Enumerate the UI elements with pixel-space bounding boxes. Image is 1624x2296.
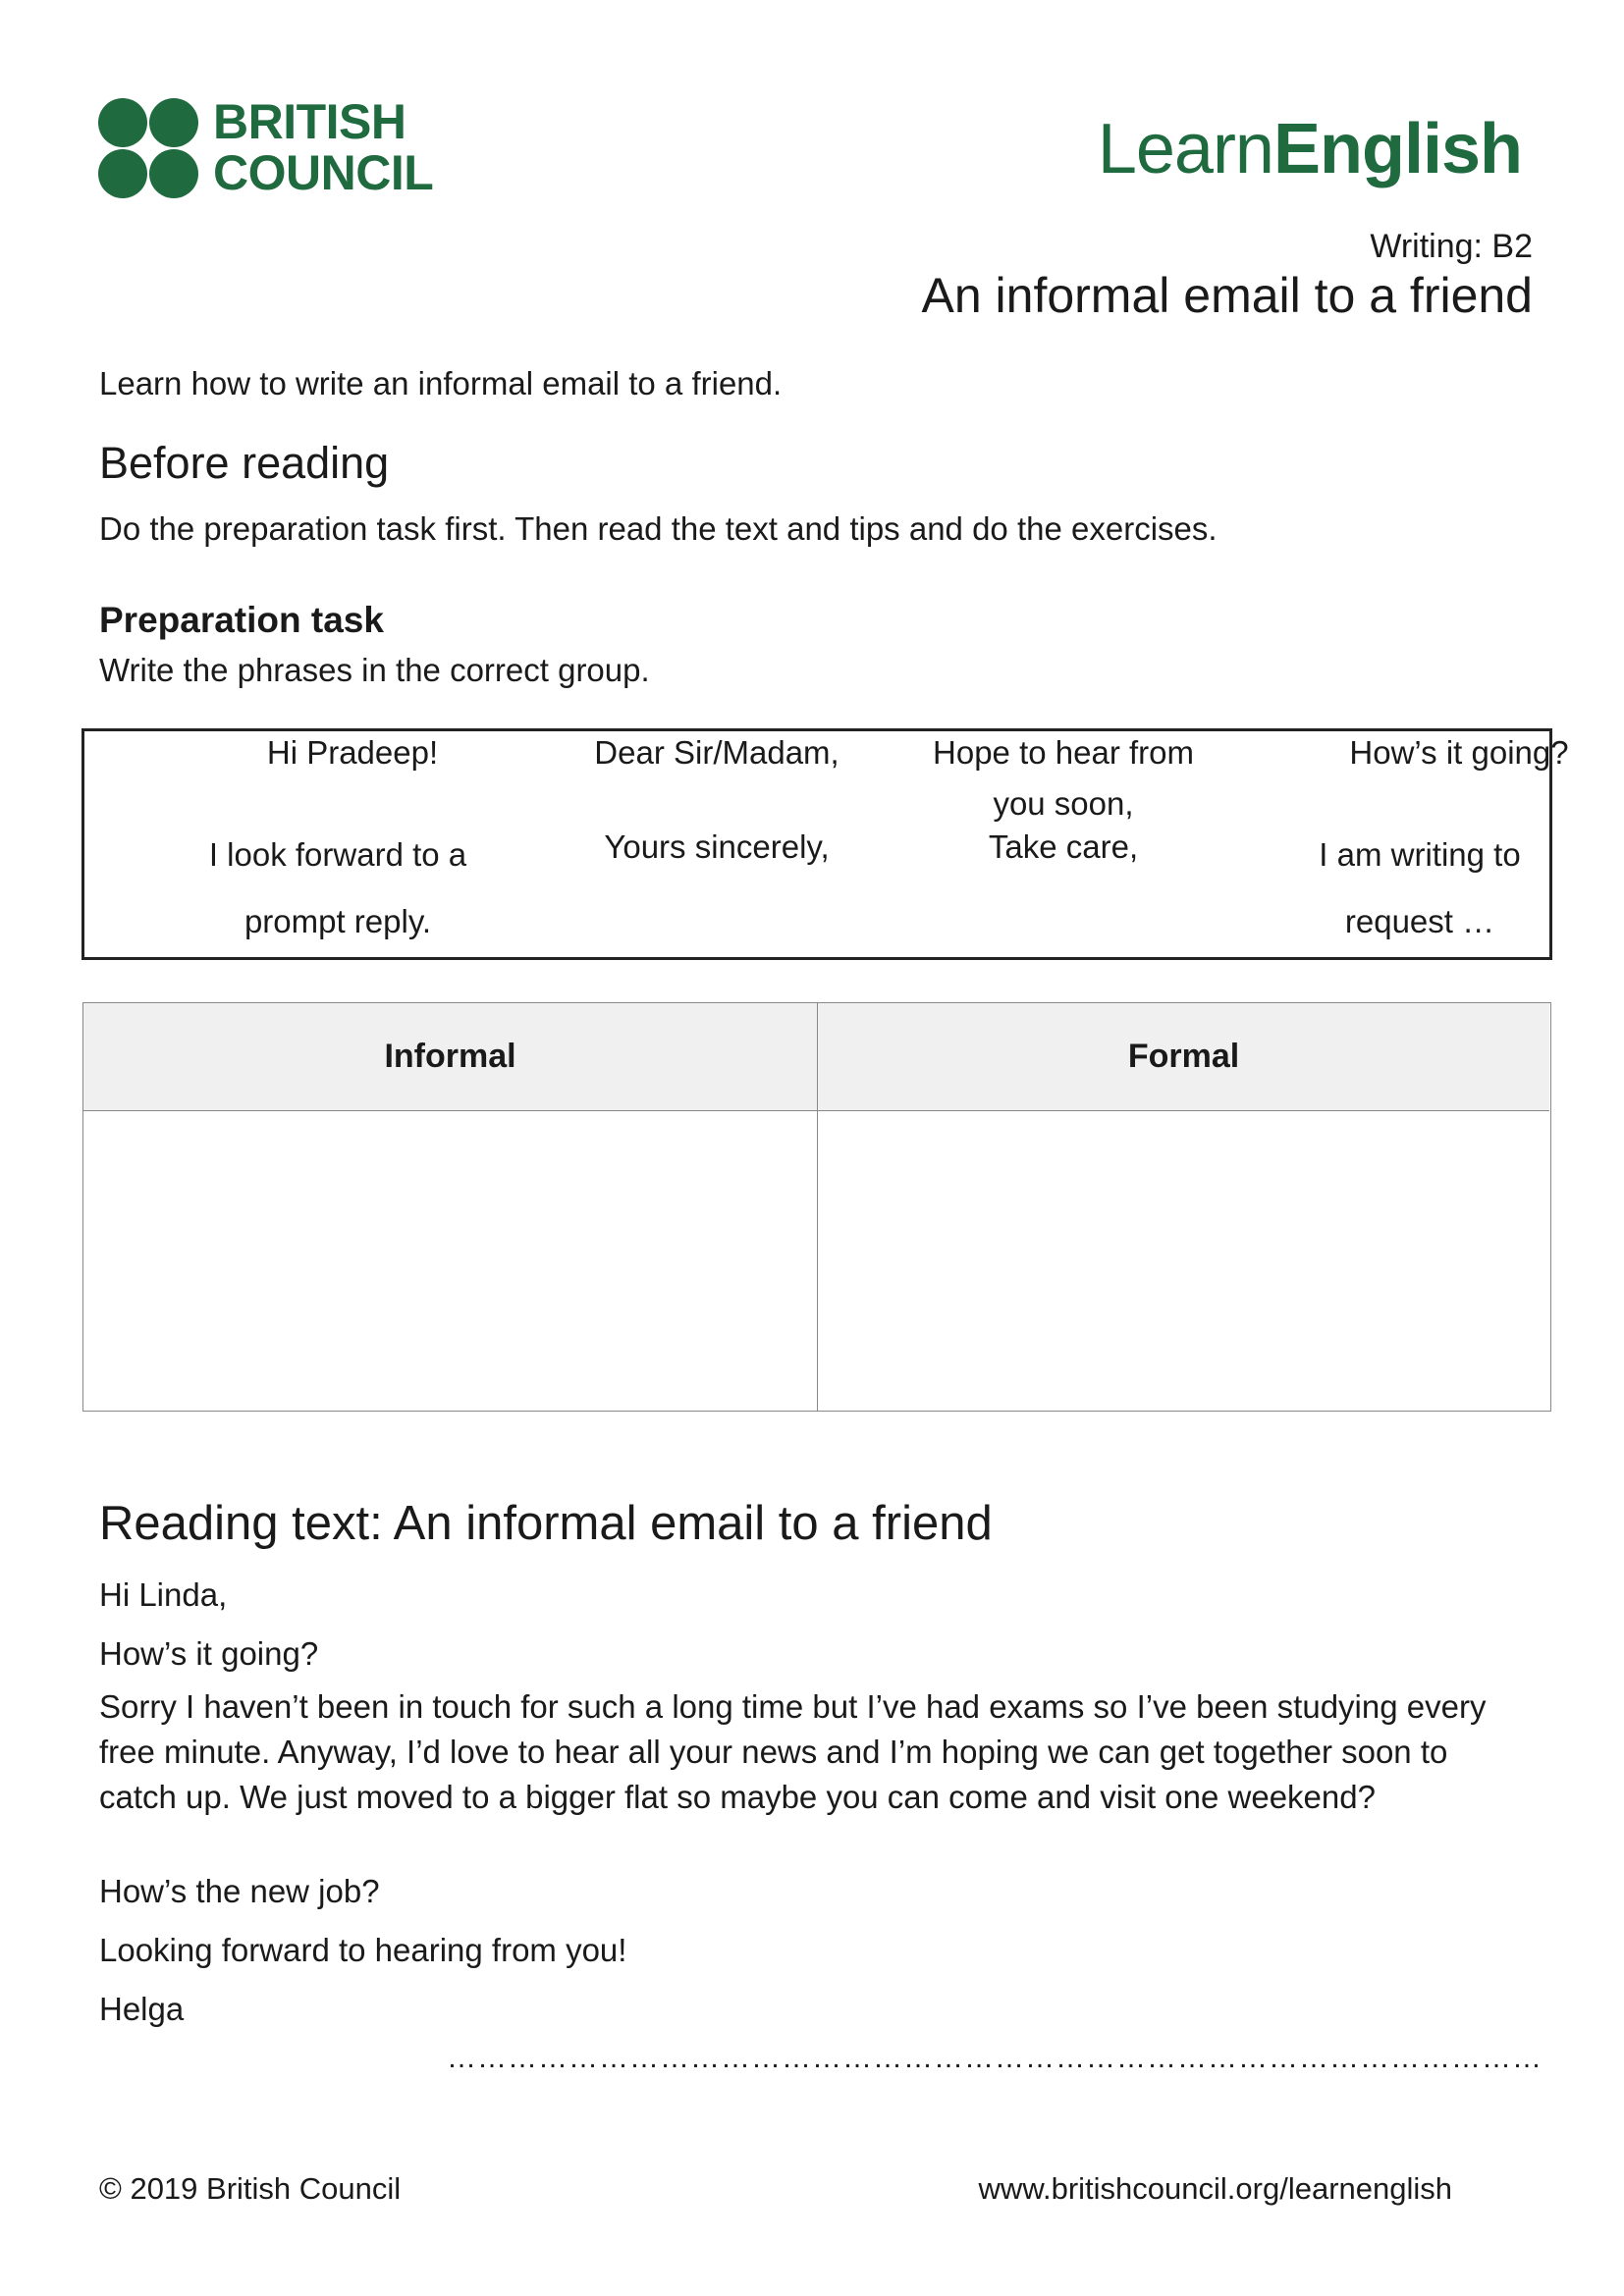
- sorting-table: [82, 1002, 1551, 1412]
- before-reading-heading: Before reading: [99, 438, 390, 488]
- email-opener: How’s it going?: [99, 1635, 319, 1672]
- learnenglish-logo: [1098, 110, 1522, 188]
- phrase-item: How’s it going?: [1349, 734, 1569, 771]
- preparation-heading: Preparation task: [99, 600, 384, 640]
- phrase-item: Take care,: [988, 828, 1139, 865]
- informal-answer-cell[interactable]: [83, 1111, 816, 1410]
- footer-url[interactable]: www.britishcouncil.org/learnenglish: [978, 2171, 1452, 2206]
- phrase-item: Dear Sir/Madam,: [594, 734, 839, 771]
- phrase-box: [81, 728, 1569, 960]
- preparation-instruction: Write the phrases in the correct group.: [99, 652, 650, 688]
- column-header-formal: Formal: [818, 1003, 1549, 1111]
- british-council-dots-icon: [98, 98, 200, 200]
- learnenglish-logo-english: English: [1272, 110, 1522, 188]
- before-reading-text: Do the preparation task first. Then read the text and tips and do the exercises.: [99, 510, 1218, 547]
- level-label: Writing: B2: [1370, 228, 1533, 265]
- reading-heading: Reading text: An informal email to a friend: [99, 1497, 993, 1550]
- phrase-item: Yours sincerely,: [604, 828, 830, 865]
- email-question: How’s the new job?: [99, 1873, 380, 1909]
- page-title: An informal email to a friend: [921, 268, 1533, 323]
- email-paragraph: Sorry I haven’t been in touch for such a long time but I’ve had exams so I’ve been studying every free minute. Anyway, I’d love to hear all your news and I’m hoping we can get together soon to catch up. We just moved to a bigger flat so maybe you can come and visit one weekend?: [99, 1688, 1487, 1815]
- formal-answer-cell[interactable]: [819, 1111, 1549, 1410]
- footer-copyright: © 2019 British Council: [99, 2171, 402, 2206]
- phrase-item: Hi Pradeep!: [266, 734, 439, 771]
- column-header-informal: Informal: [83, 1003, 817, 1111]
- british-council-logo: [98, 94, 452, 200]
- column-divider: [817, 1003, 818, 1411]
- email-signature: Helga: [99, 1991, 185, 2027]
- intro-text: Learn how to write an informal email to a friend.: [99, 365, 783, 401]
- british-council-wordmark: BRITISH COUNCIL: [213, 94, 434, 200]
- phrase-item: Hope to hear from you soon,: [933, 734, 1194, 822]
- learnenglish-logo-learn: Learn: [1097, 110, 1273, 188]
- phrase-item: I am writing to request …: [1319, 836, 1521, 939]
- email-closing: Looking forward to hearing from you!: [99, 1932, 627, 1968]
- phrase-item: I look forward to a prompt reply.: [208, 836, 467, 939]
- answer-line[interactable]: ………………………………………………………………………………………………: [447, 2042, 1543, 2074]
- email-greeting: Hi Linda,: [99, 1576, 228, 1613]
